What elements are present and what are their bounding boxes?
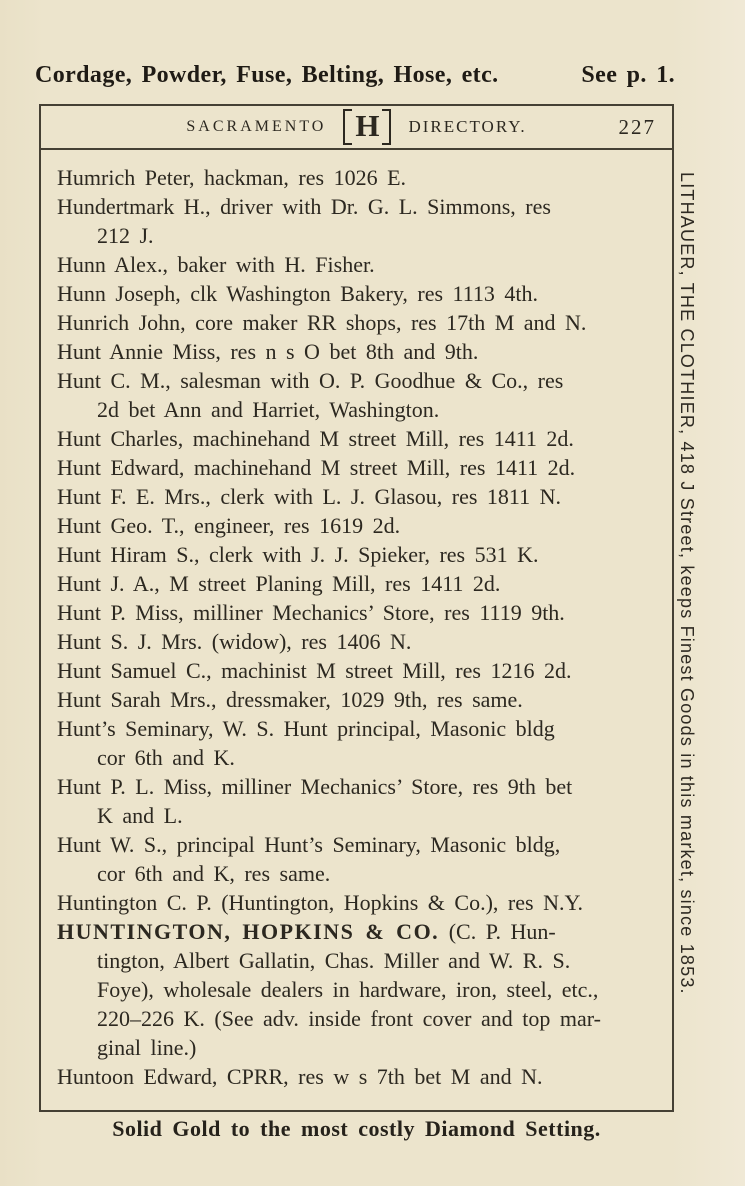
left-bracket xyxy=(343,109,352,145)
page-number: 227 xyxy=(618,115,656,139)
entry-line: Foye), wholesale dealers in hardware, iron, steel, etc., xyxy=(97,977,599,1002)
section-letter-ornament xyxy=(343,109,391,145)
entry-line: Hundertmark H., driver with Dr. G. L. Simmons, res xyxy=(57,194,551,219)
right-bracket xyxy=(382,109,391,145)
directory-box xyxy=(39,104,674,1112)
entry-line: tington, Albert Gallatin, Chas. Miller and W. R. S. xyxy=(97,948,571,973)
masthead-title: DIRECTORY. xyxy=(408,117,527,136)
directory-entry xyxy=(57,279,666,308)
directory-entry xyxy=(57,685,666,714)
directory-entry xyxy=(57,366,666,424)
directory-entry xyxy=(57,627,666,656)
entry-line: 220–226 K. (See adv. inside front cover and top mar- xyxy=(97,1006,601,1031)
entry-line: ginal line.) xyxy=(97,1035,197,1060)
directory-entry xyxy=(57,917,666,1062)
entry-line: Hunt S. J. Mrs. (widow), res 1406 N. xyxy=(57,629,412,654)
masthead-city: SACRAMENTO xyxy=(186,118,327,135)
directory-entry xyxy=(57,830,666,888)
section-letter: H xyxy=(355,108,380,143)
directory-entry xyxy=(57,163,666,192)
directory-entry xyxy=(57,656,666,685)
entry-line: Hunt Geo. T., engineer, res 1619 2d. xyxy=(57,513,401,538)
top-banner xyxy=(35,62,675,89)
directory-entry xyxy=(57,337,666,366)
entry-line: cor 6th and K, res same. xyxy=(97,861,331,886)
entry-line: Hunt Hiram S., clerk with J. J. Spieker, res 531 K. xyxy=(57,542,539,567)
entry-line: Hunt Sarah Mrs., dressmaker, 1029 9th, res same. xyxy=(57,687,523,712)
directory-entry xyxy=(57,772,666,830)
directory-entry xyxy=(57,714,666,772)
entry-line: Hunt J. A., M street Planing Mill, res 1411 2d. xyxy=(57,571,501,596)
entry-line: Huntington C. P. (Huntington, Hopkins & Co.), res N.Y. xyxy=(57,890,584,915)
directory-entry xyxy=(57,424,666,453)
entry-line: Hunrich John, core maker RR shops, res 17th M and N. xyxy=(57,310,587,335)
directory-entry xyxy=(57,569,666,598)
entry-line: Hunt Charles, machinehand M street Mill, res 1411 2d. xyxy=(57,426,574,451)
entry-line: Hunt Samuel C., machinist M street Mill, res 1216 2d. xyxy=(57,658,572,683)
entry-line: Hunn Joseph, clk Washington Bakery, res 1113 4th. xyxy=(57,281,539,306)
footer-advertisement: Solid Gold to the most costly Diamond Setting. xyxy=(112,1116,601,1141)
entry-line: Hunt Annie Miss, res n s O bet 8th and 9th. xyxy=(57,339,479,364)
directory-entry xyxy=(57,1062,666,1091)
directory-entry xyxy=(57,192,666,250)
entry-line: Hunt F. E. Mrs., clerk with L. J. Glasou, res 1811 N. xyxy=(57,484,561,509)
top-banner-text: Cordage, Powder, Fuse, Belting, Hose, etc. xyxy=(35,62,499,88)
entries-list xyxy=(41,150,672,1091)
entry-line: 212 J. xyxy=(97,223,154,248)
side-advertisement: LITHAUER, THE CLOTHIER, 418 J Street, keeps Finest Goods in this market, since 1853. xyxy=(677,172,697,995)
directory-entry xyxy=(57,511,666,540)
entry-line: Hunt’s Seminary, W. S. Hunt principal, Masonic bldg xyxy=(57,716,555,741)
entry-line: HUNTINGTON, HOPKINS & CO. (C. P. Hun- xyxy=(57,919,556,944)
entry-line: Hunt C. M., salesman with O. P. Goodhue & Co., res xyxy=(57,368,564,393)
entry-line: Humrich Peter, hackman, res 1026 E. xyxy=(57,165,407,190)
directory-entry xyxy=(57,540,666,569)
entry-line: cor 6th and K. xyxy=(97,745,235,770)
entry-line: Hunn Alex., baker with H. Fisher. xyxy=(57,252,375,277)
entry-line: 2d bet Ann and Harriet, Washington. xyxy=(97,397,440,422)
entry-line: Hunt Edward, machinehand M street Mill, res 1411 2d. xyxy=(57,455,576,480)
top-banner-page-ref: See p. 1. xyxy=(581,62,675,88)
directory-entry xyxy=(57,453,666,482)
entry-line: Hunt W. S., principal Hunt’s Seminary, Masonic bldg, xyxy=(57,832,561,857)
entry-bold-name: HUNTINGTON, HOPKINS & CO. xyxy=(57,919,440,944)
directory-entry xyxy=(57,598,666,627)
entry-line: Huntoon Edward, CPRR, res w s 7th bet M and N. xyxy=(57,1064,543,1089)
entry-line: Hunt P. L. Miss, milliner Mechanics’ Store, res 9th bet xyxy=(57,774,573,799)
directory-entry xyxy=(57,308,666,337)
entry-line: Hunt P. Miss, milliner Mechanics’ Store, res 1119 9th. xyxy=(57,600,565,625)
directory-entry xyxy=(57,888,666,917)
directory-entry xyxy=(57,482,666,511)
masthead xyxy=(41,106,672,150)
directory-entry xyxy=(57,250,666,279)
entry-line: K and L. xyxy=(97,803,183,828)
